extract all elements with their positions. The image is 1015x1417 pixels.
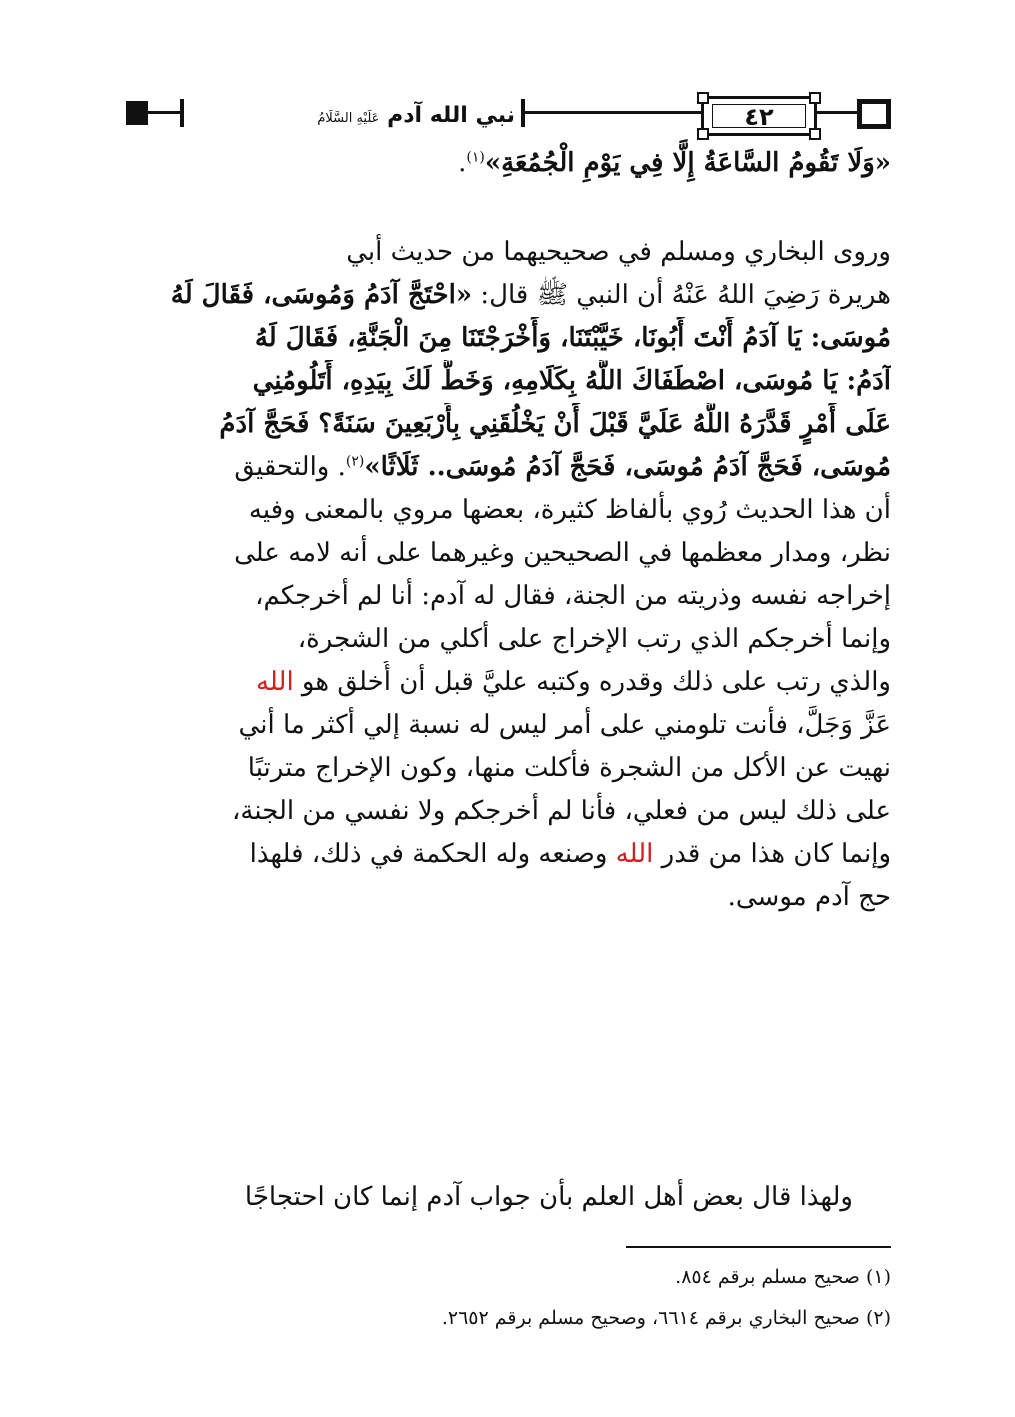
header-rule-middle — [525, 111, 701, 114]
hadith-quote: مُوسَى، فَحَجَّ آدَمُ مُوسَى، فَحَجَّ آدَمُ مُوسَى.. ثَلَاثًا» — [364, 452, 891, 482]
honorific-glyph: عَلَيْهِ السَّلَامُ — [317, 111, 380, 126]
divine-name: الله — [255, 667, 294, 697]
header-rule-left — [148, 111, 180, 114]
hadith-quote: «احْتَجَّ آدَمُ وَمُوسَى، فَقَالَ لَهُ — [170, 280, 473, 310]
footnote-ref: (٢) — [345, 453, 365, 470]
text-line: وإنما أخرجكم الذي رتب الإخراج على أكلي من الشجرة، — [297, 624, 891, 654]
second-paragraph — [126, 1176, 891, 1219]
main-paragraph — [126, 231, 891, 919]
text-line: عَزَّ وَجَلَّ، فأنت تلومني على أمر ليس له نسبة إلي أكثر ما أني — [238, 710, 891, 740]
page-number-box — [701, 96, 817, 136]
text-line: على ذلك ليس من فعلي، فأنا لم أخرجكم ولا نفسي من الجنة، — [232, 796, 891, 826]
text-line: نظر، ومدار معظمها في الصحيحين وغيرهما على أنه لامه على — [234, 538, 891, 568]
text-line: مُوسَى، فَحَجَّ آدَمُ مُوسَى، فَحَجَّ آدَمُ مُوسَى.. ثَلَاثًا»$^{(٢)}$. والتحقيق — [234, 452, 891, 482]
divine-name: الله — [615, 839, 654, 869]
footnote-ref: (١) — [466, 149, 485, 166]
footnote-separator — [626, 1246, 891, 1248]
footnote-2: (٢) صحيح البخاري برقم ٦٦١٤، وصحيح مسلم برقم ٢٦٥٢. — [441, 1307, 891, 1329]
footnote-1: (١) صحيح مسلم برقم ٨٥٤. — [675, 1266, 891, 1288]
header-ornament-right-square — [857, 99, 891, 129]
text-line: وإنما كان هذا من قدر الله وصنعه وله الحكمة في ذلك، فلهذا — [249, 839, 891, 869]
text-line: هريرة رَضِيَ اللهُ عَنْهُ أن النبي ﷺ قال: «احْتَجَّ آدَمُ وَمُوسَى، فَقَالَ لَهُ — [170, 280, 891, 310]
text-line: حج آدم موسى. — [727, 882, 891, 912]
text-line: نهيت عن الأكل من الشجرة فأكلت منها، وكون الإخراج مترتبًا — [247, 753, 891, 783]
hadith-line: مُوسَى: يَا آدَمُ أَنْتَ أَبُونَا، خَيَّبْتَنَا، وَأَخْرَجْتَنَا مِنَ الْجَنَّةِ، فَقَالَ لَهُ — [254, 323, 891, 353]
hadith-line: عَلَى أَمْرٍ قَدَّرَهُ اللَّهُ عَلَيَّ قَبْلَ أَنْ يَخْلُقَنِي بِأَرْبَعِينَ سَنَةً؟ فَحَجَّ آدَمُ — [219, 409, 891, 439]
page-header — [0, 0, 1015, 160]
header-ornament-bar — [180, 99, 184, 127]
hadith-line: آدَمُ: يَا مُوسَى، اصْطَفَاكَ اللَّهُ بِكَلَامِهِ، وَخَطَّ لَكَ بِيَدِهِ، أَتَلُومُنِي — [252, 366, 891, 396]
page-number: ٤٢ — [744, 103, 774, 131]
header-ornament-left-block — [126, 101, 148, 125]
running-title — [300, 100, 515, 132]
text-line: والذي رتب على ذلك وقدره وكتبه عليَّ قبل أن أُخلق هو الله — [255, 667, 891, 697]
text-line: وروى البخاري ومسلم في صحيحيهما من حديث أبي — [346, 237, 891, 267]
running-title-text: نبي الله آدم — [387, 103, 515, 128]
text-line: ولهذا قال بعض أهل العلم بأن جواب آدم إنما كان احتجاجًا — [244, 1182, 853, 1212]
text-line: أن هذا الحديث رُوي بألفاظ كثيرة، بعضها مروي بالمعنى وفيه — [248, 495, 891, 525]
text-line: إخراجه نفسه وذريته من الجنة، فقال له آدم: أنا لم أخرجكم، — [255, 581, 891, 611]
hadith-quote: «وَلَا تَقُومُ السَّاعَةُ إِلَّا فِي يَوْمِ الْجُمُعَةِ» — [484, 148, 891, 178]
header-rule-right — [817, 111, 857, 114]
opening-hadith-line: «وَلَا تَقُومُ السَّاعَةُ إِلَّا فِي يَوْمِ الْجُمُعَةِ»$^{(١)}$. — [458, 148, 891, 178]
